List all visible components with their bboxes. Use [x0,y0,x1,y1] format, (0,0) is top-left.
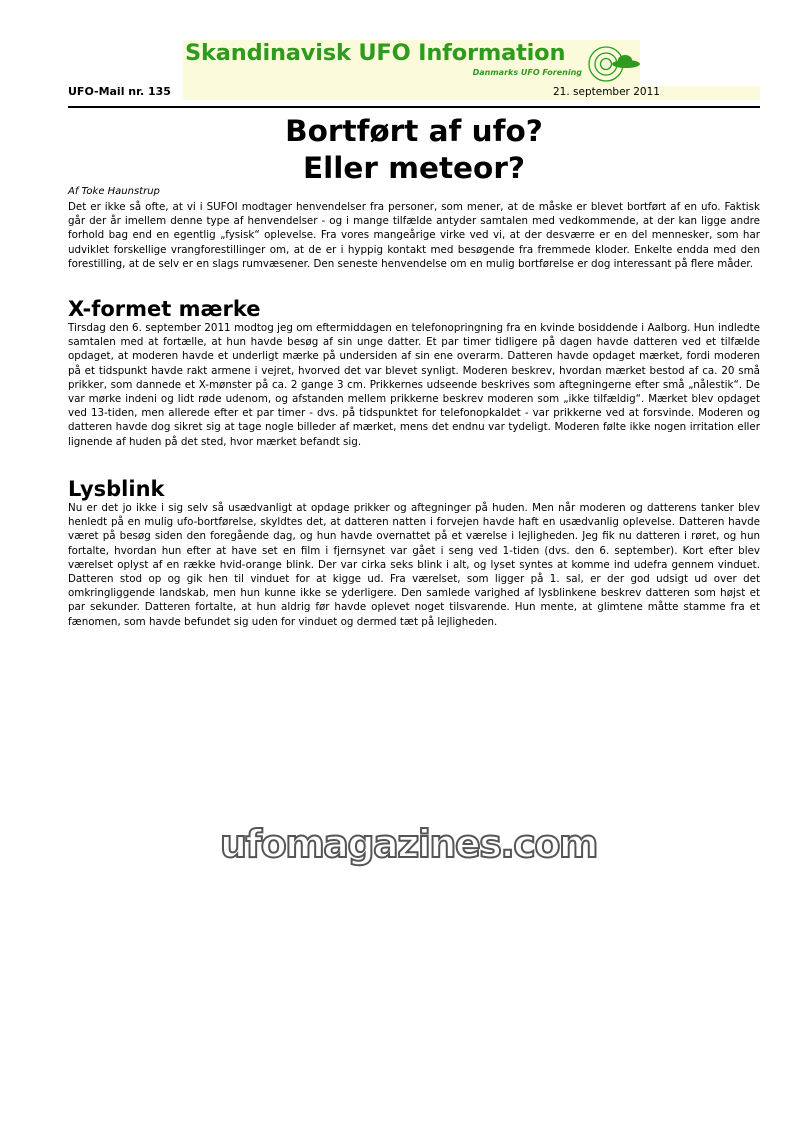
issue-number: UFO-Mail nr. 135 [68,85,171,98]
byline: Af Toke Haunstrup [68,186,160,197]
title-line-1: Bortført af ufo? [285,114,543,148]
masthead-title: Skandinavisk UFO Information [185,40,566,66]
section-heading: Lysblink [68,477,165,501]
article-title [68,113,760,187]
section-paragraph: Tirsdag den 6. september 2011 modtog jeg om eftermiddagen en telefonopringning fra en kvinde bosiddende i Aalborg. Hun indledte samtalen med at fortælle, at hun havde besøg af sin unge datter. Et par timer tidligere på dagen havde datteren ved et tilfælde opdaget, at moderen havde et underligt mærke på undersiden af sin ene overarm. Datteren havde opdaget mærket, fordi moderen på et tidspunkt havde rakt armene i vejret, hvorved det var blevet synligt. Moderen beskrev, hvordan mærket bestod af ca. 20 små prikker, som dannede et X-mønster på ca. 2 gange 3 cm. Prikkernes udseende beskrives som aftegningerne efter små „nålestik“. De var mørke indeni og lidt røde udenom, og afstanden mellem prikkerne beskrev moderen som „ikke tilfældig“. Mærket blev opdaget ved 13-tiden, men allerede efter et par timer - dvs. på tidspunktet for telefonopkaldet - var prikkerne ved at forsvinde. Moderen og datteren havde dog sikret sig at tage nogle billeder af mærket, mens det endnu var tydeligt. Moderen følte ikke nogen irritation eller lignende af huden på det sted, hvor mærket befandt sig. [68,322,760,448]
title-line-2: Eller meteor? [303,151,525,185]
issue-date: 21. september 2011 [553,86,660,98]
watermark: ufomagazines.com [220,822,598,866]
masthead-strip [183,86,760,100]
section-heading: X-formet mærke [68,297,261,321]
header-divider [68,106,760,108]
masthead-banner [183,40,640,86]
intro-paragraph: Det er ikke så ofte, at vi i SUFOI modtager henvendelser fra personer, som mener, at de måske er blevet bortført af en ufo. Faktisk går der år imellem denne type af henvendelser - og i mange tilfælde antyder samtalen med vedkommende, at der kan ligge andre forhold bag end en egentlig „fysisk“ oplevelse. Fra vores mangeårige virke ved vi, at der desværre er en del mennesker, som har udviklet forskellige vrangforestillinger om, at de er i hyppig kontakt med besøgende fra fremmede kloder. Enkelte endda med den forestilling, at de selv er en slags rumvæsener. Den seneste henvendelse om en mulig bortførelse er dog interessant på flere måder. [68,201,760,270]
ufo-logo-icon [586,42,642,84]
section-paragraph: Nu er det jo ikke i sig selv så usædvanligt at opdage prikker og aftegninger på huden. Men når moderen og datterens tanker blev henledt på en mulig ufo-bortførelse, skyldtes det, at datteren natten i forvejen havde haft en usædvanlig oplevelse. Datteren havde været på besøg siden den foregående dag, og hun havde overnattet på et værelse i lejligheden. Jeg fik nu datteren i røret, og hun fortalte, hvordan hun efter at have set en film i fjernsynet var gået i seng ved 1-tiden (dvs. den 6. september). Kort efter blev værelset oplyst af en række hvid-orange blink. Der var cirka seks blink i alt, og lyset syntes at komme ind udefra gennem vinduet. Datteren stod op og gik hen til vinduet for at kigge ud. Fra værelset, som ligger på 1. sal, er der god udsigt ud over det omkringliggende landskab, men hun kunne ikke se yderligere. Den samlede varighed af lysblinkene beskrev datteren som højst et par sekunder. Datteren fortalte, at hun aldrig før havde oplevet noget tilsvarende. Hun mente, at glimtene måtte stamme fra et fænomen, som havde befundet sig uden for vinduet og dermed tæt på lejligheden. [68,502,760,628]
masthead-subtitle: Danmarks UFO Forening [472,68,582,77]
